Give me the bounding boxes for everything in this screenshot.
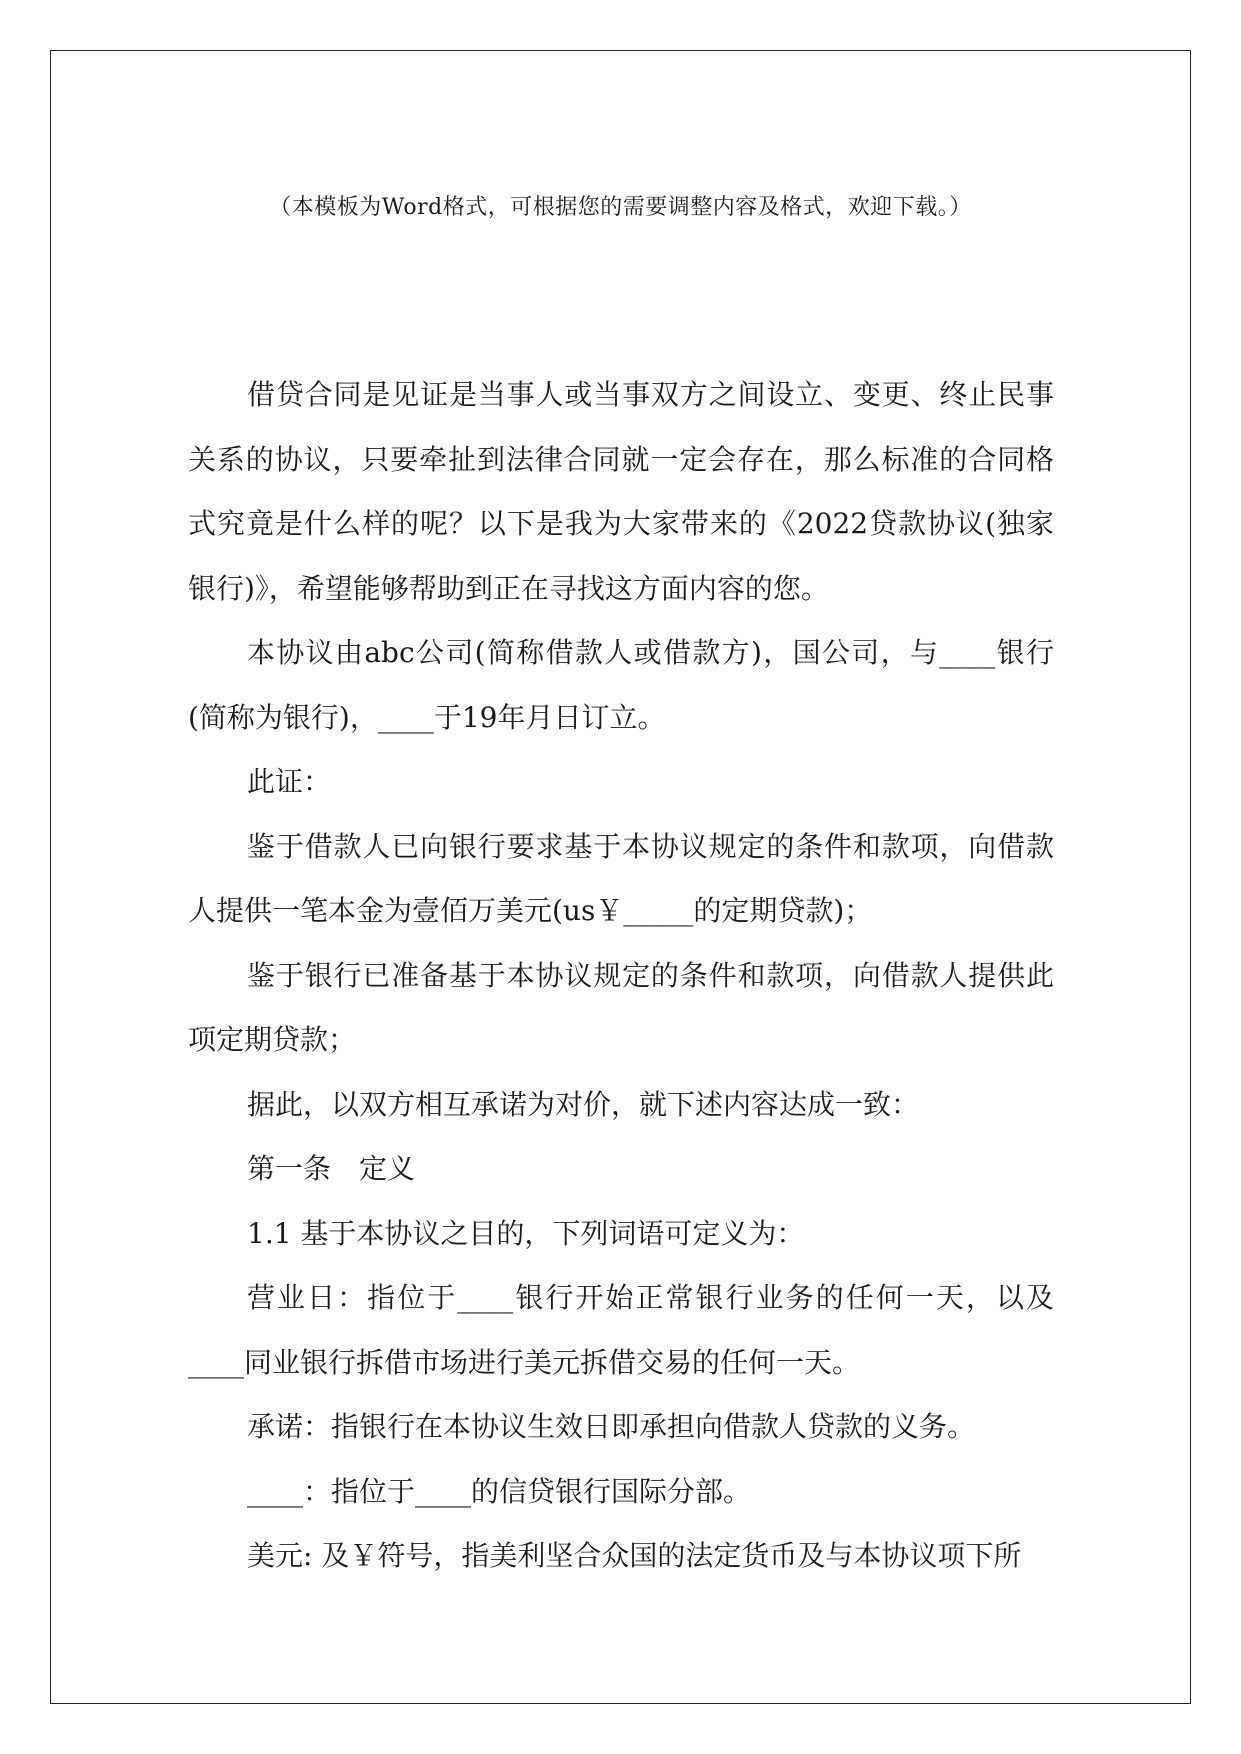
- paragraph-whereas-bank: 鉴于银行已准备基于本协议规定的条件和款项，向借款人提供此项定期贷款；: [188, 958, 1054, 1056]
- definition-commitment: 承诺：指银行在本协议生效日即承担向借款人贷款的义务。: [247, 1410, 976, 1443]
- definition-business-day: 营业日：指位于____银行开始正常银行业务的任何一天，以及____同业银行拆借市场进行美元拆借交易的任何一天。: [188, 1281, 1054, 1379]
- definition-branch: ____：指位于____的信贷银行国际分部。: [247, 1474, 752, 1508]
- paragraph-intro: 借贷合同是见证是当事人或当事双方之间设立、变更、终止民事关系的协议，只要牵扯到法律合同就一定会存在，那么标准的合同格式究竟是什么样的呢？以下是我为大家带来的《2022贷款协议(独家银行)》，希望能够帮助到正在寻找这方面内容的您。: [188, 378, 1054, 605]
- clause-1-1: 1.1 基于本协议之目的，下列词语可定义为：: [247, 1216, 805, 1250]
- template-note: （本模板为Word格式，可根据您的需要调整内容及格式，欢迎下载。）: [269, 195, 972, 220]
- paragraph-agreement: 据此，以双方相互承诺为对价，就下述内容达成一致：: [247, 1087, 920, 1121]
- article-1-heading: 第一条 定义: [247, 1152, 416, 1185]
- paragraph-whereas-borrower: 鉴于借款人已向银行要求基于本协议规定的条件和款项，向借款人提供一笔本金为壹佰万美元(us￥_____的定期贷款)；: [188, 829, 1054, 927]
- definition-dollars: 美元: 及￥符号，指美利坚合众国的法定货币及与本协议项下所: [247, 1539, 1022, 1572]
- paragraph-parties: 本协议由abc公司(简称借款人或借款方)，国公司，与____银行(简称为银行)，____于19年月日订立。: [188, 636, 1054, 734]
- paragraph-witness: 此证：: [247, 765, 332, 798]
- document-body: [188, 363, 1054, 1589]
